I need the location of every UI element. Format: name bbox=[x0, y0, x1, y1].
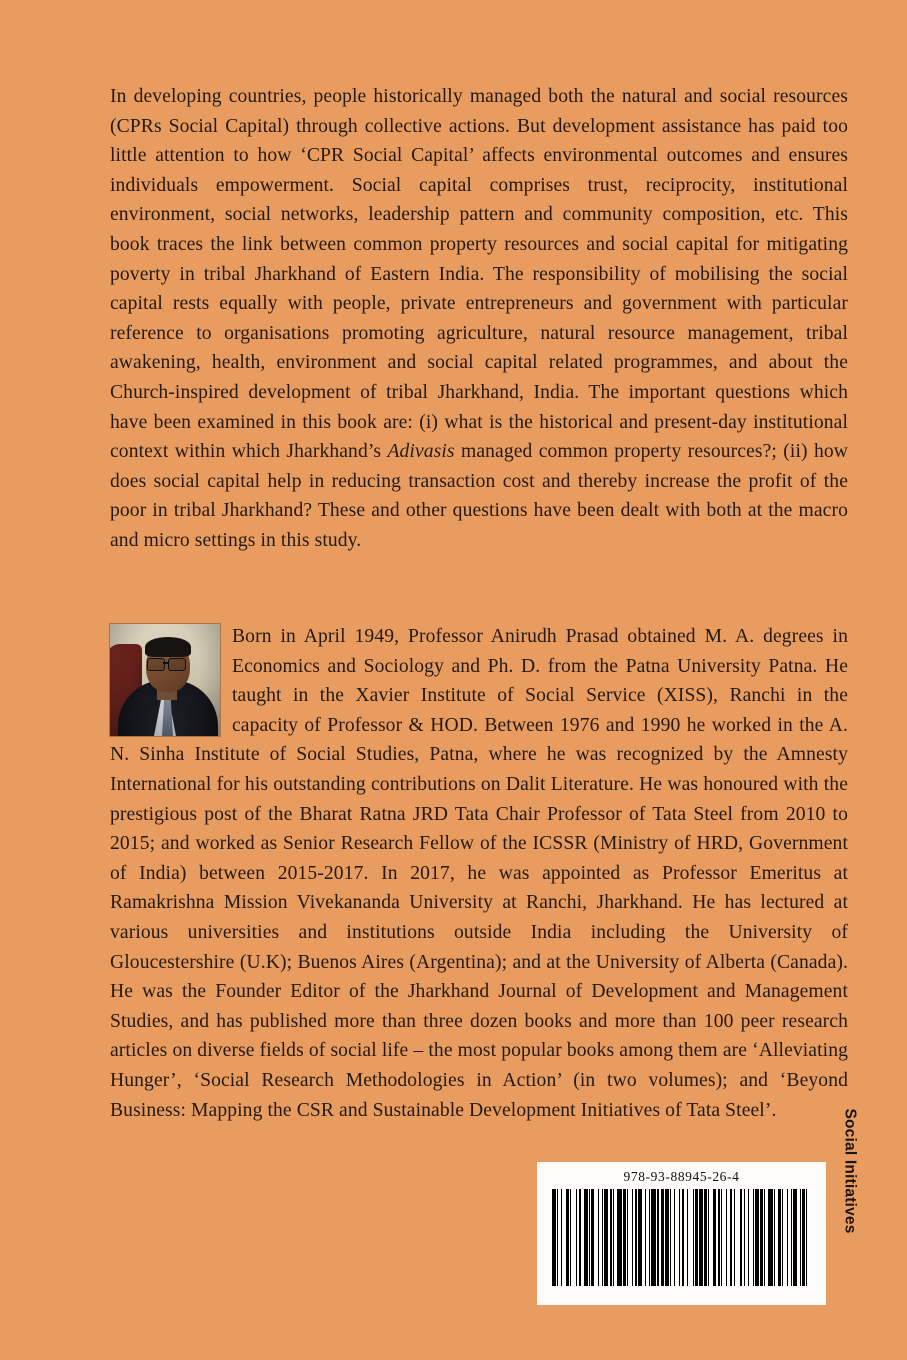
isbn-number: 978-93-88945-26-4 bbox=[623, 1169, 740, 1184]
author-biography bbox=[110, 622, 848, 1125]
barcode-bar bbox=[807, 1189, 811, 1286]
barcode-bars bbox=[552, 1189, 811, 1286]
series-label-vertical bbox=[836, 1108, 864, 1312]
description-part-two: managed common property resources?; (ii) how does social capital help in reducing transaction cost and thereby increase the profit of the poor in tribal Jharkhand? These and other questions have been dealt with both at the macro and micro settings in this study. bbox=[110, 441, 848, 551]
series-label-text: Social Initiatives bbox=[842, 1108, 860, 1234]
portrait-vignette bbox=[110, 624, 220, 736]
author-portrait-photo bbox=[110, 624, 220, 736]
author-bio-text: Born in April 1949, Professor Anirudh Prasad obtained M. A. degrees in Economics and Sociology and Ph. D. from the Patna University Patna. He taught in the Xavier Institute of Social Service (XISS), Ranchi in the capacity of Professor & HOD. Between 1976 and 1990 he worked in the A. N. Sinha Institute of Social Studies, Patna, where he was recognized by the Amnesty International for his outstanding contributions on Dalit Literature. He was honoured with the prestigious post of the Bharat Ratna JRD Tata Chair Professor of Tata Steel from 2010 to 2015; and worked as Senior Research Fellow of the ICSSR (Ministry of HRD, Government of India) between 2015-2017. In 2017, he was appointed as Professor Emeritus at Ramakrishna Mission Vivekananda University at Ranchi, Jharkhand. He has lectured at various universities and institutions outside India including the University of Gloucestershire (U.K); Buenos Aires (Argentina); and at the University of Alberta (Canada). He was the Founder Editor of the Jharkhand Journal of Development and Management Studies, and has published more than three dozen books and more than 100 peer research articles on diverse fields of social life – the most popular books among them are ‘Alleviating Hunger’, ‘Social Research Methodologies in Action’ (in two volumes); and ‘Beyond Business: Mapping the CSR and Sustainable Development Initiatives of Tata Steel’. bbox=[110, 626, 848, 1121]
book-description bbox=[110, 82, 848, 556]
description-italic-term: Adivasis bbox=[387, 441, 455, 463]
isbn-barcode-block bbox=[537, 1162, 826, 1305]
description-part-one: In developing countries, people historically managed both the natural and social resources (CPRs Social Capital) through collective actions. But development assistance has paid too little attention to how ‘CPR Social Capital’ affects environmental outcomes and ensures individuals empowerment. Social capital comprises trust, reciprocity, institutional environment, social networks, leadership pattern and community composition, etc. This book traces the link between common property resources and social capital for mitigating poverty in tribal Jharkhand of Eastern India. The responsibility of mobilising the social capital rests equally with people, private entrepreneurs and government with particular reference to organisations promoting agriculture, natural resource management, tribal awakening, health, environment and social capital related programmes, and about the Church-inspired development of tribal Jharkhand, India. The important questions which have been examined in this book are: (i) what is the historical and present-day institutional context within which Jharkhand’s bbox=[110, 86, 848, 463]
book-description-paragraph bbox=[110, 82, 848, 556]
